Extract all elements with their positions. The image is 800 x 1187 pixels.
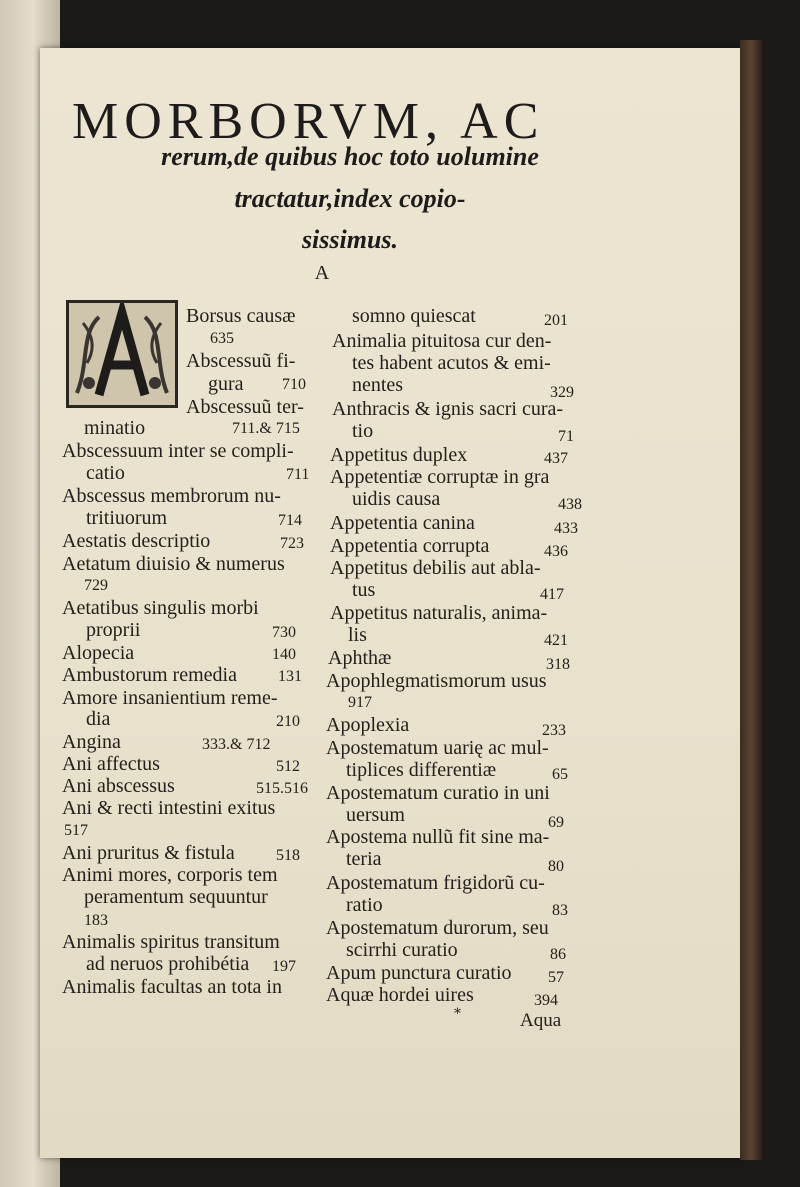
entry-text: Abscessuũ ter- (186, 396, 304, 418)
entry-page: 318 (546, 656, 570, 673)
entry-page: 438 (558, 496, 582, 513)
decorated-initial-a-icon (66, 300, 178, 408)
entry-text: Animalia pituitosa cur den- (332, 330, 552, 352)
entry-text: Anthracis & ignis sacri cura- (332, 398, 564, 420)
entry-continuation: scirrhi curatio (346, 939, 458, 961)
entry-continuation: uidis causa (352, 488, 441, 510)
entry-page: 140 (272, 646, 296, 663)
entry-page: 723 (280, 535, 304, 552)
entry-continuation: tes habent acutos & emi- (352, 352, 551, 374)
entry-text: Appetitus debilis aut abla- (330, 557, 541, 579)
entry-page: 71 (558, 428, 574, 445)
entry-page: 197 (272, 958, 296, 975)
entry-text: Abscessuum inter se compli- (62, 440, 294, 462)
entry-text: Aetatibus singulis morbi (62, 597, 259, 619)
entry-text: Appetentia canina (330, 512, 475, 534)
entry-text: Apostematum frigidorũ cu- (326, 872, 545, 894)
entry-page: 83 (552, 902, 568, 919)
entry-text: somno quiescat (352, 305, 476, 327)
entry-page: 917 (348, 694, 372, 711)
entry-text: Abscessus membrorum nu- (62, 485, 281, 507)
book-cover-edge (740, 40, 762, 1160)
entry-continuation: tio (352, 420, 374, 442)
entry-page: 333.& 712 (202, 736, 271, 753)
entry-text: Animi mores, corporis tem (62, 864, 278, 886)
entry-page: 729 (84, 577, 108, 594)
entry-continuation: tus (352, 579, 376, 601)
entry-text: Aquæ hordei uires (326, 984, 474, 1006)
entry-page: 635 (210, 330, 234, 347)
entry-page: 201 (544, 312, 568, 329)
entry-continuation: dia (86, 708, 111, 730)
entry-text: Apostematum uarię ac mul- (326, 737, 549, 759)
index-subtitle-line2: tractatur,index copio- (234, 184, 466, 213)
entry-page: 86 (550, 946, 566, 963)
entry-continuation: nentes (352, 374, 404, 396)
entry-page: 730 (272, 624, 296, 641)
entry-continuation: tritiuorum (86, 507, 168, 529)
entry-text: Apophlegmatismorum usus (326, 670, 547, 692)
entry-continuation: gura (208, 373, 244, 395)
entry-page: 437 (544, 450, 568, 467)
entry-text: Apum punctura curatio (326, 962, 512, 984)
entry-page: 421 (544, 632, 568, 649)
entry-page: 433 (554, 520, 578, 537)
entry-text: Apostematum curatio in uni (326, 782, 550, 804)
entry-page: 711.& 715 (232, 420, 300, 437)
entry-continuation: lis (348, 624, 367, 646)
entry-continuation: catio (86, 462, 125, 484)
entry-text: Appetitus duplex (330, 444, 468, 466)
entry-page: 65 (552, 766, 568, 783)
entry-continuation: ad neruos prohibétia (86, 953, 250, 975)
entry-text: Ani & recti intestini exitus (62, 797, 276, 819)
entry-page: 714 (278, 512, 302, 529)
index-subtitle-line1: rerum,de quibus hoc toto uolumine (161, 142, 539, 171)
entry-page: 210 (276, 713, 300, 730)
entry-text: Borsus causæ (186, 305, 296, 327)
section-letter: A (314, 262, 330, 284)
entry-continuation: uersum (346, 804, 405, 826)
entry-page: 80 (548, 858, 564, 875)
entry-page: 711 (286, 466, 310, 483)
index-subtitle-line3: sissimus. (301, 225, 399, 254)
entry-text: Ani abscessus (62, 775, 175, 797)
entry-text: Animalis spiritus transitum (62, 931, 280, 953)
entry-page: 131 (278, 668, 302, 685)
entry-text: Appetitus naturalis, anima- (330, 602, 548, 624)
entry-page: 512 (276, 758, 300, 775)
entry-page: 329 (550, 384, 574, 401)
entry-text: Amore insanientium reme- (62, 687, 278, 709)
entry-text: Animalis facultas an tota in (62, 976, 282, 998)
entry-text: Apoplexia (326, 714, 410, 736)
entry-text: Aphthæ (328, 647, 392, 669)
entry-continuation: ratio (346, 894, 383, 916)
entry-text: Ani pruritus & fistula (62, 842, 235, 864)
entry-continuation: peramentum sequuntur (84, 886, 268, 908)
entry-continuation: proprii (86, 619, 141, 641)
entry-text: Alopecia (62, 642, 135, 664)
entry-page: 69 (548, 814, 564, 831)
entry-page: 57 (548, 969, 564, 986)
entry-text: Apostema nullũ fit sine ma- (326, 826, 550, 848)
entry-continuation: teria (346, 848, 382, 870)
index-title: MORBORVM, AC (72, 93, 545, 150)
entry-page: 436 (544, 543, 568, 560)
entry-page: 394 (534, 992, 558, 1009)
entry-page: 233 (542, 722, 566, 739)
entry-text: Ambustorum remedia (62, 664, 237, 686)
entry-text: Aetatum diuisio & numerus (62, 553, 285, 575)
entry-text: Ani affectus (62, 753, 160, 775)
entry-text: Angina (62, 731, 121, 753)
entry-text: Abscessuũ fi- (186, 350, 296, 372)
entry-text: Appetentiæ corruptæ in gra (330, 466, 550, 488)
entry-page: 517 (64, 822, 88, 839)
entry-page: 518 (276, 847, 300, 864)
entry-page: 515.516 (256, 780, 308, 797)
signature-mark: * (454, 1006, 461, 1022)
catchword: Aqua (520, 1010, 562, 1031)
entry-text: Aestatis descriptio (62, 530, 211, 552)
entry-page: 417 (540, 586, 564, 603)
entry-page: 183 (84, 912, 108, 929)
entry-text: Apostematum durorum, seu (326, 917, 549, 939)
entry-text: Appetentia corrupta (330, 535, 490, 557)
entry-continuation: tiplices differentiæ (346, 759, 497, 781)
entry-page: 710 (282, 376, 306, 393)
entry-continuation: minatio (84, 417, 146, 439)
